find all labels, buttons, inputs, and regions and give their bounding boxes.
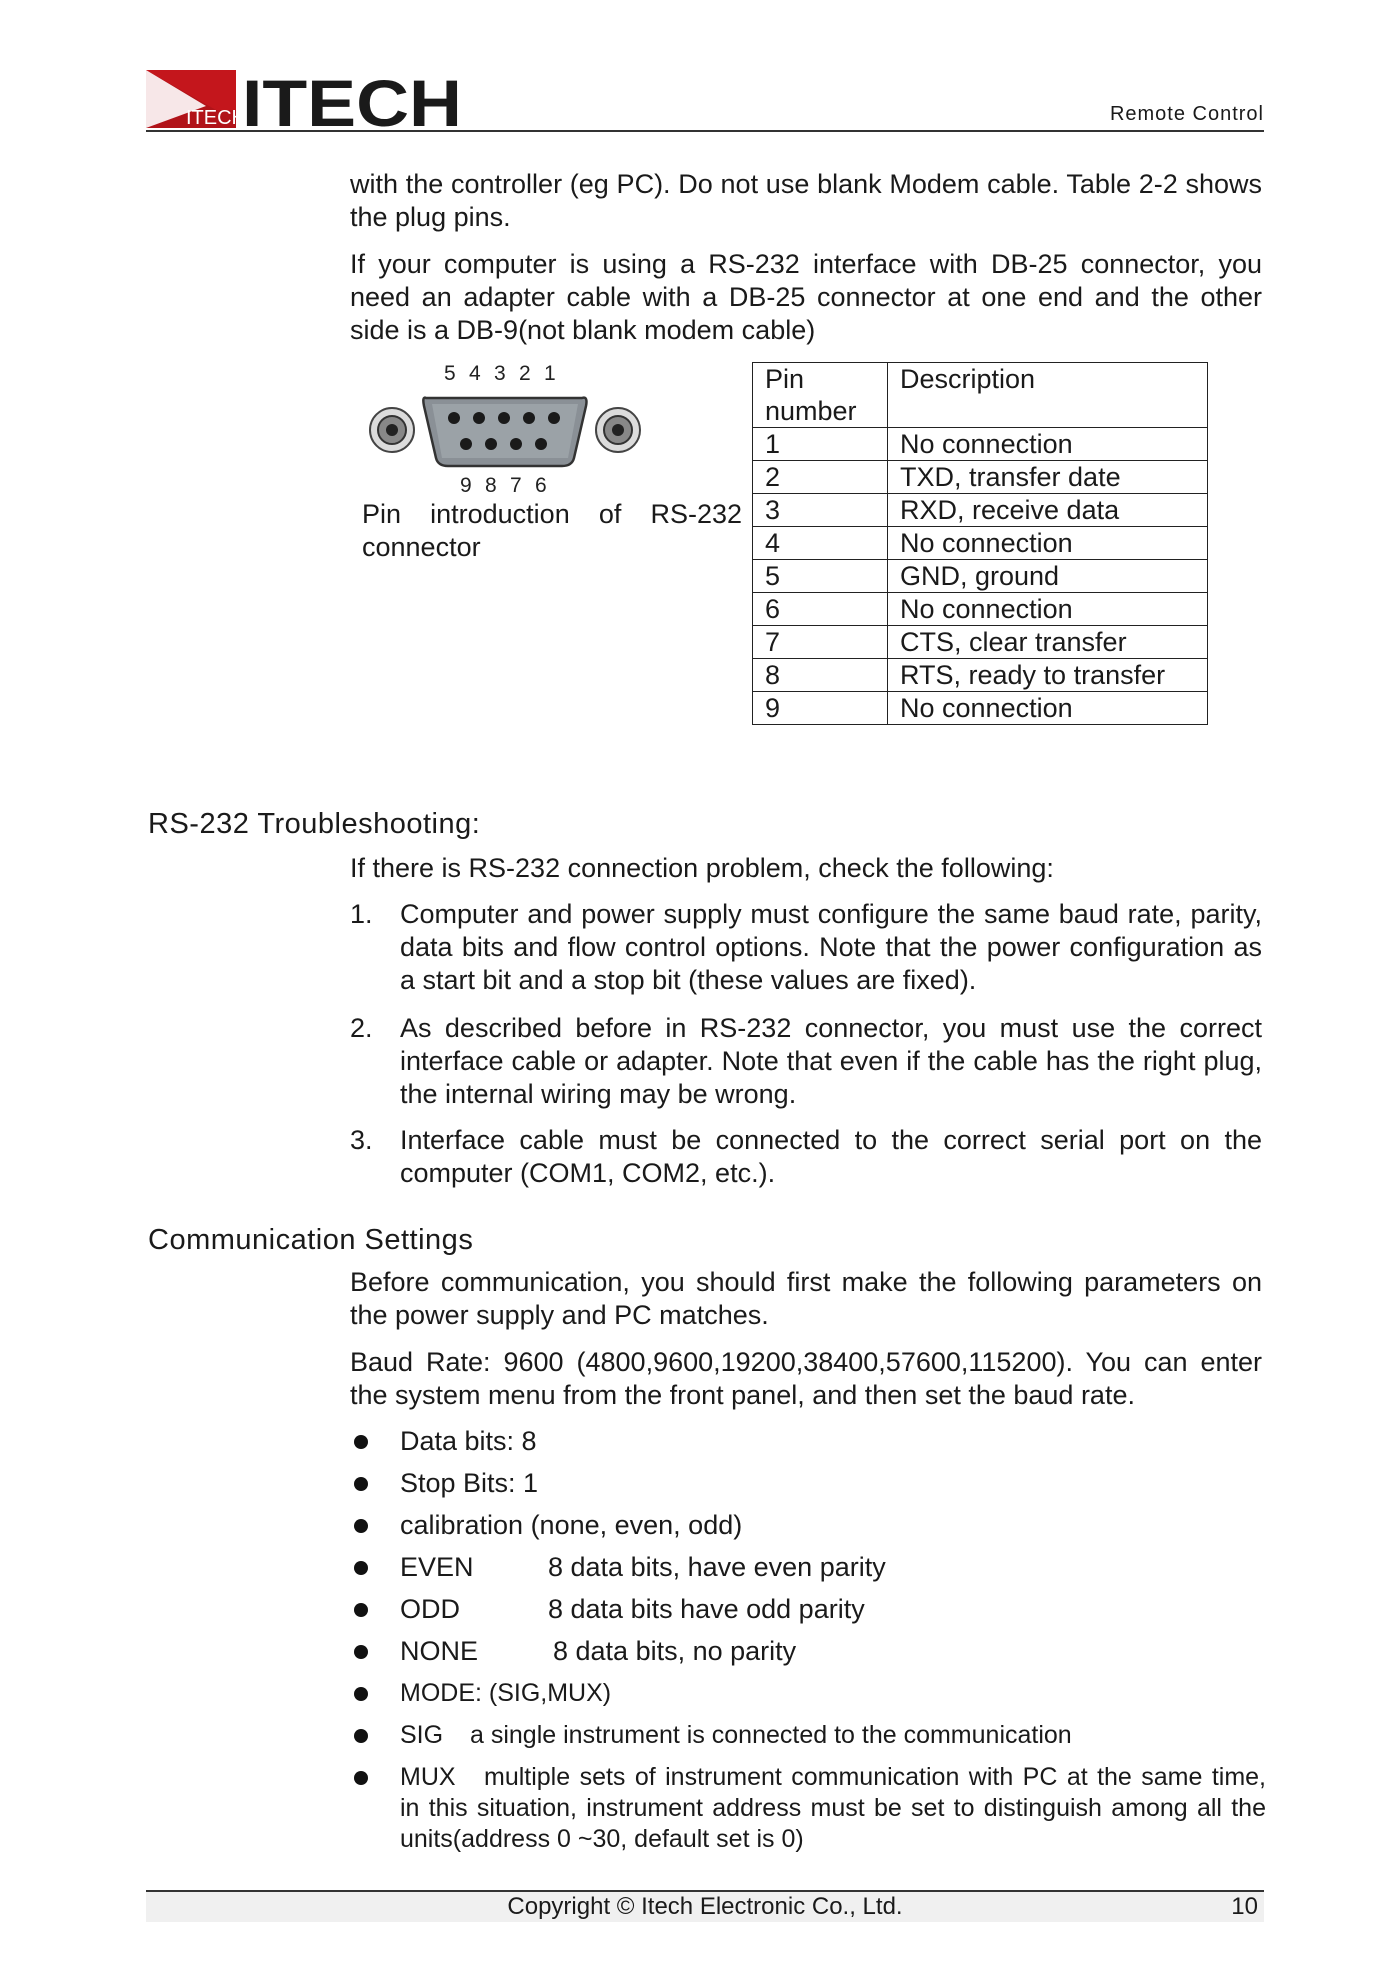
pin-table — [752, 362, 1208, 725]
parity-even-key: EVEN — [400, 1552, 474, 1582]
mode-mux-key: MUX — [400, 1763, 456, 1791]
list-item — [350, 1552, 1266, 1583]
page-footer — [146, 1890, 1264, 1922]
pin-cell: 9 — [753, 692, 888, 725]
logo-badge-text: ITECH — [186, 107, 246, 128]
copyright-text: Copyright © Itech Electronic Co., Ltd. — [507, 1893, 903, 1920]
intro-paragraph-1: with the controller (eg PC). Do not use blank Modem cable. Table 2-2 shows the plug pins. — [350, 169, 1262, 232]
list-item — [350, 1636, 1266, 1667]
comm-paragraph-2: Baud Rate: 9600 (4800,9600,19200,38400,57600,115200). You can enter the system menu from the front panel, and then set the baud rate. — [350, 1347, 1262, 1410]
troubleshooting-intro: If there is RS-232 connection problem, check the following: — [350, 853, 1054, 883]
pin-cell: 5 — [753, 560, 888, 593]
table-row — [753, 560, 1208, 593]
bullet-icon — [354, 1645, 368, 1659]
comm-paragraph-1: Before communication, you should first make the following parameters on the power supply and PC matches. — [350, 1267, 1262, 1330]
table-row — [753, 593, 1208, 626]
parity-odd-key: ODD — [400, 1594, 460, 1624]
pin-cell: 7 — [753, 626, 888, 659]
bullet-icon — [354, 1603, 368, 1617]
bullet-text: Data bits: 8 — [400, 1426, 537, 1456]
page-header — [146, 62, 1264, 132]
list-item — [350, 1124, 1262, 1190]
troubleshooting-title: RS-232 Troubleshooting: — [148, 808, 481, 840]
list-item — [350, 1594, 1266, 1625]
mode-sig-key: SIG — [400, 1721, 444, 1749]
bottom-pin-labels — [460, 474, 547, 497]
figure-caption-line-1: Pin introduction of RS-232 — [362, 499, 742, 529]
mode-sig-value: a single instrument is connected to the communication — [470, 1721, 1072, 1749]
pin-label: 8 — [485, 474, 497, 497]
item-number: 3. — [350, 1125, 373, 1155]
pin-label: 5 — [444, 362, 456, 385]
table-row — [753, 659, 1208, 692]
pin-label: 1 — [544, 362, 556, 385]
top-pin-labels — [444, 362, 556, 385]
bullet-icon — [354, 1687, 368, 1701]
desc-cell: RTS, ready to transfer — [888, 659, 1208, 692]
pin-cell: 2 — [753, 461, 888, 494]
pin-cell: 6 — [753, 593, 888, 626]
table-row — [753, 428, 1208, 461]
bullet-icon — [354, 1561, 368, 1575]
bullet-text: calibration (none, even, odd) — [400, 1510, 743, 1540]
table-row — [753, 494, 1208, 527]
desc-cell: RXD, receive data — [888, 494, 1208, 527]
desc-cell: No connection — [888, 593, 1208, 626]
bullet-text: Stop Bits: 1 — [400, 1468, 539, 1498]
pin-label: 4 — [469, 362, 481, 385]
header-description: Description — [888, 363, 1208, 428]
desc-cell: TXD, transfer date — [888, 461, 1208, 494]
right-screw-icon — [596, 408, 640, 452]
pin-cell: 1 — [753, 428, 888, 461]
table-row — [753, 692, 1208, 725]
bullet-icon — [354, 1519, 368, 1533]
table-row — [753, 626, 1208, 659]
pin-cell: 4 — [753, 527, 888, 560]
item-text: As described before in RS-232 connector, you must use the correct interface cable or adapter. Note that even if the cable has the right plug, the internal wiring may be wrong. — [400, 1013, 1262, 1109]
pin-cell: 8 — [753, 659, 888, 692]
list-item — [350, 1012, 1262, 1111]
item-number: 2. — [350, 1013, 373, 1043]
table-row — [753, 461, 1208, 494]
pin-label: 2 — [519, 362, 531, 385]
parity-none-value: 8 data bits, no parity — [553, 1636, 797, 1666]
pin-cell: 3 — [753, 494, 888, 527]
bullet-icon — [354, 1771, 368, 1785]
pin-label: 7 — [510, 474, 522, 497]
item-number: 1. — [350, 899, 373, 929]
desc-cell: No connection — [888, 428, 1208, 461]
figure-caption-line-2: connector — [362, 532, 481, 562]
list-item — [350, 1426, 1266, 1457]
desc-cell: CTS, clear transfer — [888, 626, 1208, 659]
pin-label: 6 — [535, 474, 547, 497]
left-screw-icon — [370, 408, 414, 452]
list-item — [350, 1468, 1266, 1499]
figure-caption — [362, 498, 742, 564]
intro-paragraph-2: If your computer is using a RS-232 interface with DB-25 connector, you need an adapter cable with a DB-25 connector at one end and the other side is a DB-9(not blank modem cable) — [350, 249, 1262, 345]
list-item — [350, 898, 1262, 997]
bullet-icon — [354, 1729, 368, 1743]
list-item — [350, 1762, 1266, 1855]
db9-connector-figure — [362, 360, 662, 500]
list-item — [350, 1510, 1266, 1541]
parity-odd-value: 8 data bits have odd parity — [548, 1594, 865, 1624]
pin-label: 9 — [460, 474, 472, 497]
item-text: Computer and power supply must configure the same baud rate, parity, data bits and flow control options. Note that the power configuration as a start bit and a stop bit (these values are fixed). — [400, 899, 1262, 995]
desc-cell: GND, ground — [888, 560, 1208, 593]
pin-label: 3 — [494, 362, 506, 385]
page-number: 10 — [1231, 1893, 1258, 1920]
communication-settings-title: Communication Settings — [148, 1224, 474, 1256]
item-text: Interface cable must be connected to the correct serial port on the computer (COM1, COM2, etc.). — [400, 1125, 1262, 1188]
mode-mux-value: multiple sets of instrument communication with PC at the same time, in this situation, instrument address must be set to distinguish among all the units(address 0 ~30, default set is 0) — [400, 1763, 1266, 1853]
parity-none-key: NONE — [400, 1636, 479, 1666]
table-row — [753, 527, 1208, 560]
parity-even-value: 8 data bits, have even parity — [548, 1552, 886, 1582]
bullet-text: MODE: (SIG,MUX) — [400, 1679, 612, 1707]
table-header-row — [753, 363, 1208, 428]
desc-cell: No connection — [888, 527, 1208, 560]
bullet-icon — [354, 1435, 368, 1449]
logo-wordmark: ITECH — [242, 66, 462, 128]
bullet-icon — [354, 1477, 368, 1491]
list-item — [350, 1678, 1266, 1709]
itech-logo — [146, 66, 466, 128]
desc-cell: No connection — [888, 692, 1208, 725]
header-pin-number: Pin number — [753, 363, 888, 428]
list-item — [350, 1720, 1266, 1751]
header-section-title: Remote Control — [1109, 103, 1264, 125]
